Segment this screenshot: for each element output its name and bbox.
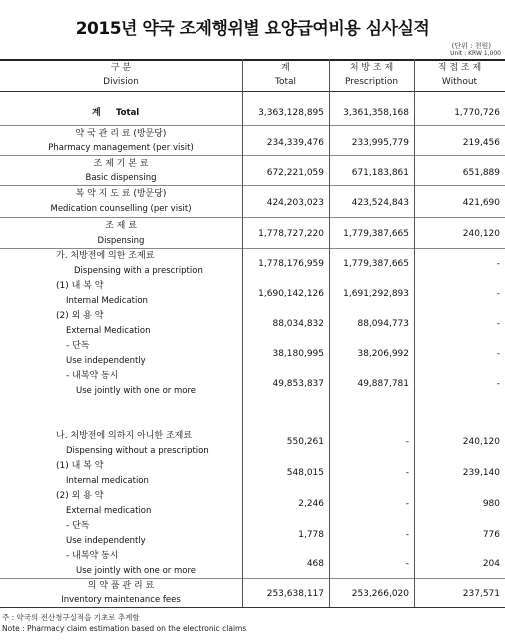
cell-total: 424,203,023 (266, 198, 324, 208)
cell-prescription: - (405, 437, 409, 447)
cell-prescription: 1,779,387,665 (343, 259, 409, 269)
page-title: 2015년 약국 조제행위별 요양급여비용 심사실적 (75, 19, 430, 39)
cell-total: 1,690,142,126 (258, 289, 324, 299)
row-label-en: Pharmacy management (per visit) (48, 143, 194, 153)
cell-without: 651,889 (462, 168, 500, 178)
cell-without: 204 (482, 559, 500, 569)
cell-without: - (496, 319, 500, 329)
cell-without: 237,571 (462, 589, 500, 599)
cell-prescription: 1,779,387,665 (343, 229, 409, 239)
cell-without: - (496, 289, 500, 299)
column-rule (242, 59, 243, 607)
header-without-ko: 직 접 조 제 (437, 63, 482, 73)
unit-label-en: Unit : KRW 1,000 (450, 50, 501, 57)
row-label-en: Use independently (66, 536, 146, 546)
row-label-ko: 조 제 기 본 료 (93, 159, 149, 169)
cell-prescription: 671,183,861 (351, 168, 409, 178)
row-label-en: Use independently (66, 356, 146, 366)
cell-without: 219,456 (462, 138, 500, 148)
row-label-en: Use jointly with one or more (76, 566, 196, 576)
cell-total: 253,638,117 (266, 589, 324, 599)
row-label-en: External medication (66, 506, 152, 516)
cell-prescription: 423,524,843 (351, 198, 409, 208)
cell-total: 88,034,832 (272, 319, 324, 329)
footnote-en: Note : Pharmacy claim estimation based on the electronic claims (2, 624, 247, 633)
cell-prescription: 233,995,779 (351, 138, 409, 148)
row-label-ko: - 단독 (66, 521, 90, 531)
row-label-en: Dispensing with a prescription (74, 266, 203, 276)
cell-total: 1,778 (298, 530, 324, 540)
cell-without: 1,770,726 (454, 108, 500, 118)
row-rule (0, 185, 505, 186)
row-label-en: Dispensing without a prescription (66, 446, 209, 456)
row-label-ko: 계 (92, 108, 101, 118)
cell-prescription: 49,887,781 (357, 379, 409, 389)
row-rule (0, 578, 505, 579)
cell-total: 3,363,128,895 (258, 108, 324, 118)
row-label-ko: 의 약 품 관 리 료 (87, 581, 155, 591)
table-top-rule (0, 59, 505, 61)
cell-prescription: - (405, 468, 409, 478)
row-label-en: External Medication (66, 326, 151, 336)
row-rule (0, 217, 505, 218)
cell-total: 672,221,059 (266, 168, 324, 178)
row-label-ko: - 내복약 동시 (66, 371, 119, 381)
cell-without: 239,140 (462, 468, 500, 478)
cell-prescription: - (405, 499, 409, 509)
header-total-ko: 계 (281, 63, 290, 73)
cell-total: 2,246 (298, 499, 324, 509)
row-label-ko: - 단독 (66, 341, 90, 351)
cell-without: 980 (482, 499, 500, 509)
row-label-ko: (1) 내 복 약 (56, 461, 104, 471)
row-label-ko: (2) 외 용 약 (56, 491, 104, 501)
cell-prescription: 253,266,020 (351, 589, 409, 599)
cell-total: 550,261 (286, 437, 324, 447)
row-label-ko: 나. 처방전에 의하지 아니한 조제료 (56, 431, 193, 441)
row-label-ko: (1) 내 복 약 (56, 281, 104, 291)
cell-without: 421,690 (462, 198, 500, 208)
row-label-ko: 가. 처방전에 의한 조제료 (56, 251, 155, 261)
row-label-en: Inventory maintenance fees (61, 595, 181, 605)
header-prescription-en: Prescription (344, 77, 399, 87)
cell-prescription: - (405, 530, 409, 540)
cell-without: 776 (482, 530, 500, 540)
cell-prescription: 38,206,992 (357, 349, 409, 359)
cell-total: 1,778,176,959 (258, 259, 324, 269)
cell-total: 1,778,727,220 (258, 229, 324, 239)
row-label-en: Internal Medication (66, 296, 148, 306)
row-label-ko: 조 제 료 (105, 221, 137, 231)
column-rule (329, 59, 330, 607)
table-bottom-rule (0, 607, 505, 608)
row-label-en: Medication counselling (per visit) (50, 204, 192, 214)
row-label-ko: - 내복약 동시 (66, 551, 119, 561)
data-table (0, 59, 505, 605)
cell-without: - (496, 379, 500, 389)
cell-without: - (496, 349, 500, 359)
cell-total: 234,339,476 (266, 138, 324, 148)
cell-total: 548,015 (286, 468, 324, 478)
header-total-en: Total (274, 77, 297, 87)
cell-without: 240,120 (462, 229, 500, 239)
row-label-en: Total (116, 108, 140, 118)
header-division-en: Division (103, 77, 139, 87)
cell-total: 49,853,837 (272, 379, 324, 389)
row-label-ko: 약 국 관 리 료 (방문당) (75, 129, 167, 139)
row-label-ko: (2) 외 용 약 (56, 311, 104, 321)
row-label-en: Basic dispensing (85, 173, 157, 183)
cell-total: 38,180,995 (272, 349, 324, 359)
unit-label-ko: (단위 : 천원) (451, 42, 491, 50)
cell-prescription: 3,361,358,168 (343, 108, 409, 118)
row-rule (0, 155, 505, 156)
cell-without: 240,120 (462, 437, 500, 447)
header-prescription-ko: 처 방 조 제 (349, 63, 394, 73)
row-label-en: Use jointly with one or more (76, 386, 196, 396)
row-rule (0, 248, 505, 249)
header-without-en: Without (441, 77, 478, 87)
header-bottom-rule (0, 91, 505, 92)
cell-prescription: 1,691,292,893 (343, 289, 409, 299)
cell-prescription: 88,094,773 (357, 319, 409, 329)
row-label-en: Internal medication (66, 476, 149, 486)
row-rule (0, 125, 505, 126)
cell-prescription: - (405, 559, 409, 569)
row-label-en: Dispensing (97, 236, 145, 246)
footnote-ko: 주 : 약국의 전산청구실적을 기초로 추계함 (2, 613, 140, 622)
cell-without: - (496, 259, 500, 269)
header-division-ko: 구 분 (110, 63, 132, 73)
row-label-ko: 복 약 지 도 료 (방문당) (75, 189, 167, 199)
cell-total: 468 (306, 559, 324, 569)
column-rule (414, 59, 415, 607)
